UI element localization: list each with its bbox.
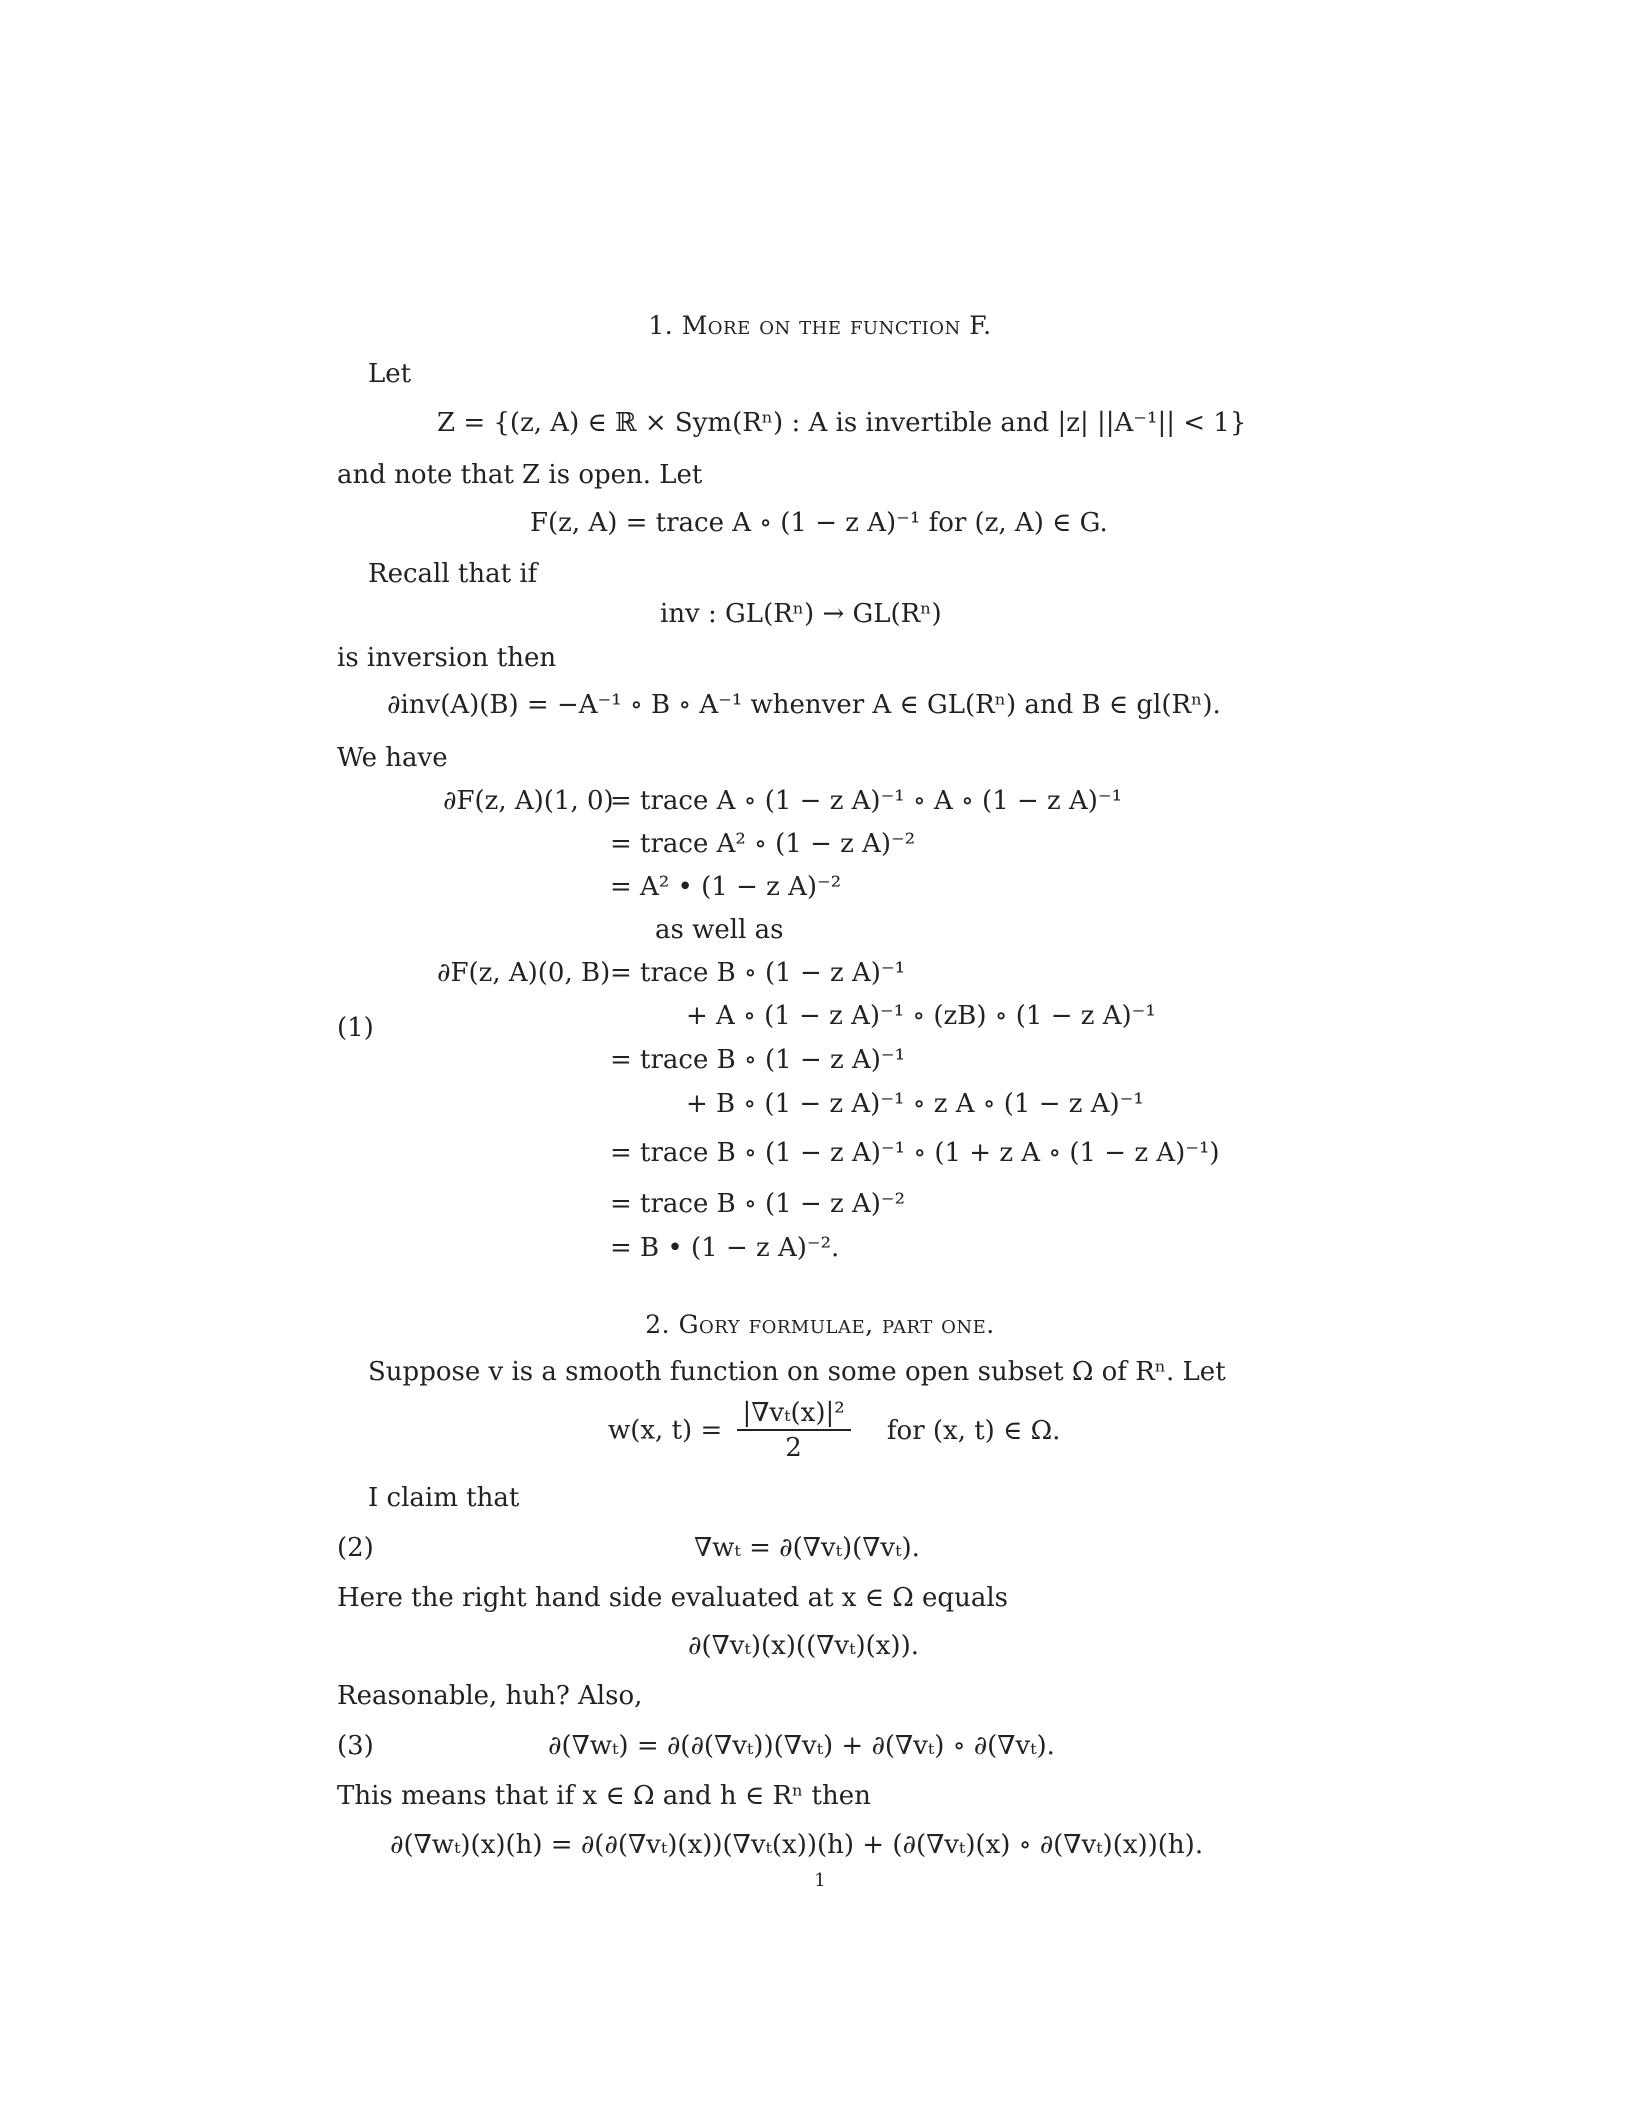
text-let: Let bbox=[368, 359, 412, 389]
equation-w bbox=[608, 1400, 1060, 1461]
section2-heading bbox=[0, 1312, 1640, 1337]
dF2-row6: = trace B ∘ (1 − z A)⁻² bbox=[610, 1189, 906, 1219]
dF1-row2: = trace A² ∘ (1 − z A)⁻² bbox=[610, 829, 916, 859]
text-claim: I claim that bbox=[368, 1483, 520, 1513]
equation-inv: inv : GL(Rⁿ) → GL(Rⁿ) bbox=[660, 599, 942, 629]
w-denominator: 2 bbox=[785, 1433, 802, 1463]
text-rhs-eval: Here the right hand side evaluated at x ∈ Ω equals bbox=[337, 1583, 1008, 1613]
section1-title: More on the function F. bbox=[681, 311, 992, 340]
w-fraction bbox=[737, 1400, 851, 1461]
dF2-row2: + A ∘ (1 − z A)⁻¹ ∘ (zB) ∘ (1 − z A)⁻¹ bbox=[686, 1001, 1156, 1031]
w-condition: for (x, t) ∈ Ω. bbox=[886, 1415, 1061, 1446]
dF1-lhs: ∂F(z, A)(1, 0) bbox=[443, 786, 614, 816]
text-we-have: We have bbox=[337, 743, 448, 773]
dF2-row4: + B ∘ (1 − z A)⁻¹ ∘ z A ∘ (1 − z A)⁻¹ bbox=[686, 1089, 1144, 1119]
dF1-row3: = A² • (1 − z A)⁻² bbox=[610, 872, 842, 902]
text-reasonable: Reasonable, huh? Also, bbox=[337, 1681, 643, 1711]
equation-F: F(z, A) = trace A ∘ (1 − z A)⁻¹ for (z, A) ∈ G. bbox=[530, 508, 1108, 538]
equation-1-label: (1) bbox=[337, 1013, 374, 1043]
equation-dinv: ∂inv(A)(B) = −A⁻¹ ∘ B ∘ A⁻¹ whenver A ∈ GL(Rⁿ) and B ∈ gl(Rⁿ). bbox=[387, 690, 1221, 720]
text-note-open: and note that Z is open. Let bbox=[337, 460, 703, 490]
equation-3-label: (3) bbox=[337, 1731, 374, 1761]
dF2-row3: = trace B ∘ (1 − z A)⁻¹ bbox=[610, 1045, 906, 1075]
text-is-inversion: is inversion then bbox=[337, 643, 557, 673]
section1-number: 1. bbox=[648, 311, 674, 340]
page-number: 1 bbox=[814, 1870, 826, 1891]
dF2-row7: = B • (1 − z A)⁻². bbox=[610, 1233, 840, 1263]
equation-2: ∇wₜ = ∂(∇vₜ)(∇vₜ). bbox=[694, 1533, 920, 1563]
dF1-row1: = trace A ∘ (1 − z A)⁻¹ ∘ A ∘ (1 − z A)⁻¹ bbox=[610, 786, 1123, 816]
text-recall: Recall that if bbox=[368, 559, 538, 589]
section2-number: 2. bbox=[645, 1310, 671, 1339]
section1-heading bbox=[0, 313, 1640, 338]
w-numerator: |∇vₜ(x)|² bbox=[737, 1400, 851, 1431]
text-as-well-as: as well as bbox=[655, 915, 784, 945]
equation-2-label: (2) bbox=[337, 1533, 374, 1563]
equation-Z: Z = {(z, A) ∈ ℝ × Sym(Rⁿ) : A is invertible and |z| ||A⁻¹|| < 1} bbox=[437, 408, 1247, 438]
text-suppose: Suppose v is a smooth function on some open subset Ω of Rⁿ. Let bbox=[368, 1357, 1226, 1387]
dF2-row5: = trace B ∘ (1 − z A)⁻¹ ∘ (1 + z A ∘ (1 − z A)⁻¹) bbox=[610, 1138, 1220, 1168]
equation-3: ∂(∇wₜ) = ∂(∂(∇vₜ))(∇vₜ) + ∂(∇vₜ) ∘ ∂(∇vₜ). bbox=[548, 1731, 1055, 1761]
equation-final: ∂(∇wₜ)(x)(h) = ∂(∂(∇vₜ)(x))(∇vₜ(x))(h) + (∂(∇vₜ)(x) ∘ ∂(∇vₜ)(x))(h). bbox=[390, 1830, 1204, 1860]
section2-title: Gory formulae, part one. bbox=[678, 1310, 995, 1339]
equation-eval: ∂(∇vₜ)(x)((∇vₜ)(x)). bbox=[688, 1631, 919, 1661]
dF2-lhs: ∂F(z, A)(0, B) bbox=[437, 958, 611, 988]
text-means: This means that if x ∈ Ω and h ∈ Rⁿ then bbox=[337, 1781, 871, 1811]
dF2-row1: = trace B ∘ (1 − z A)⁻¹ bbox=[610, 958, 906, 988]
w-lhs: w(x, t) = bbox=[608, 1415, 723, 1446]
